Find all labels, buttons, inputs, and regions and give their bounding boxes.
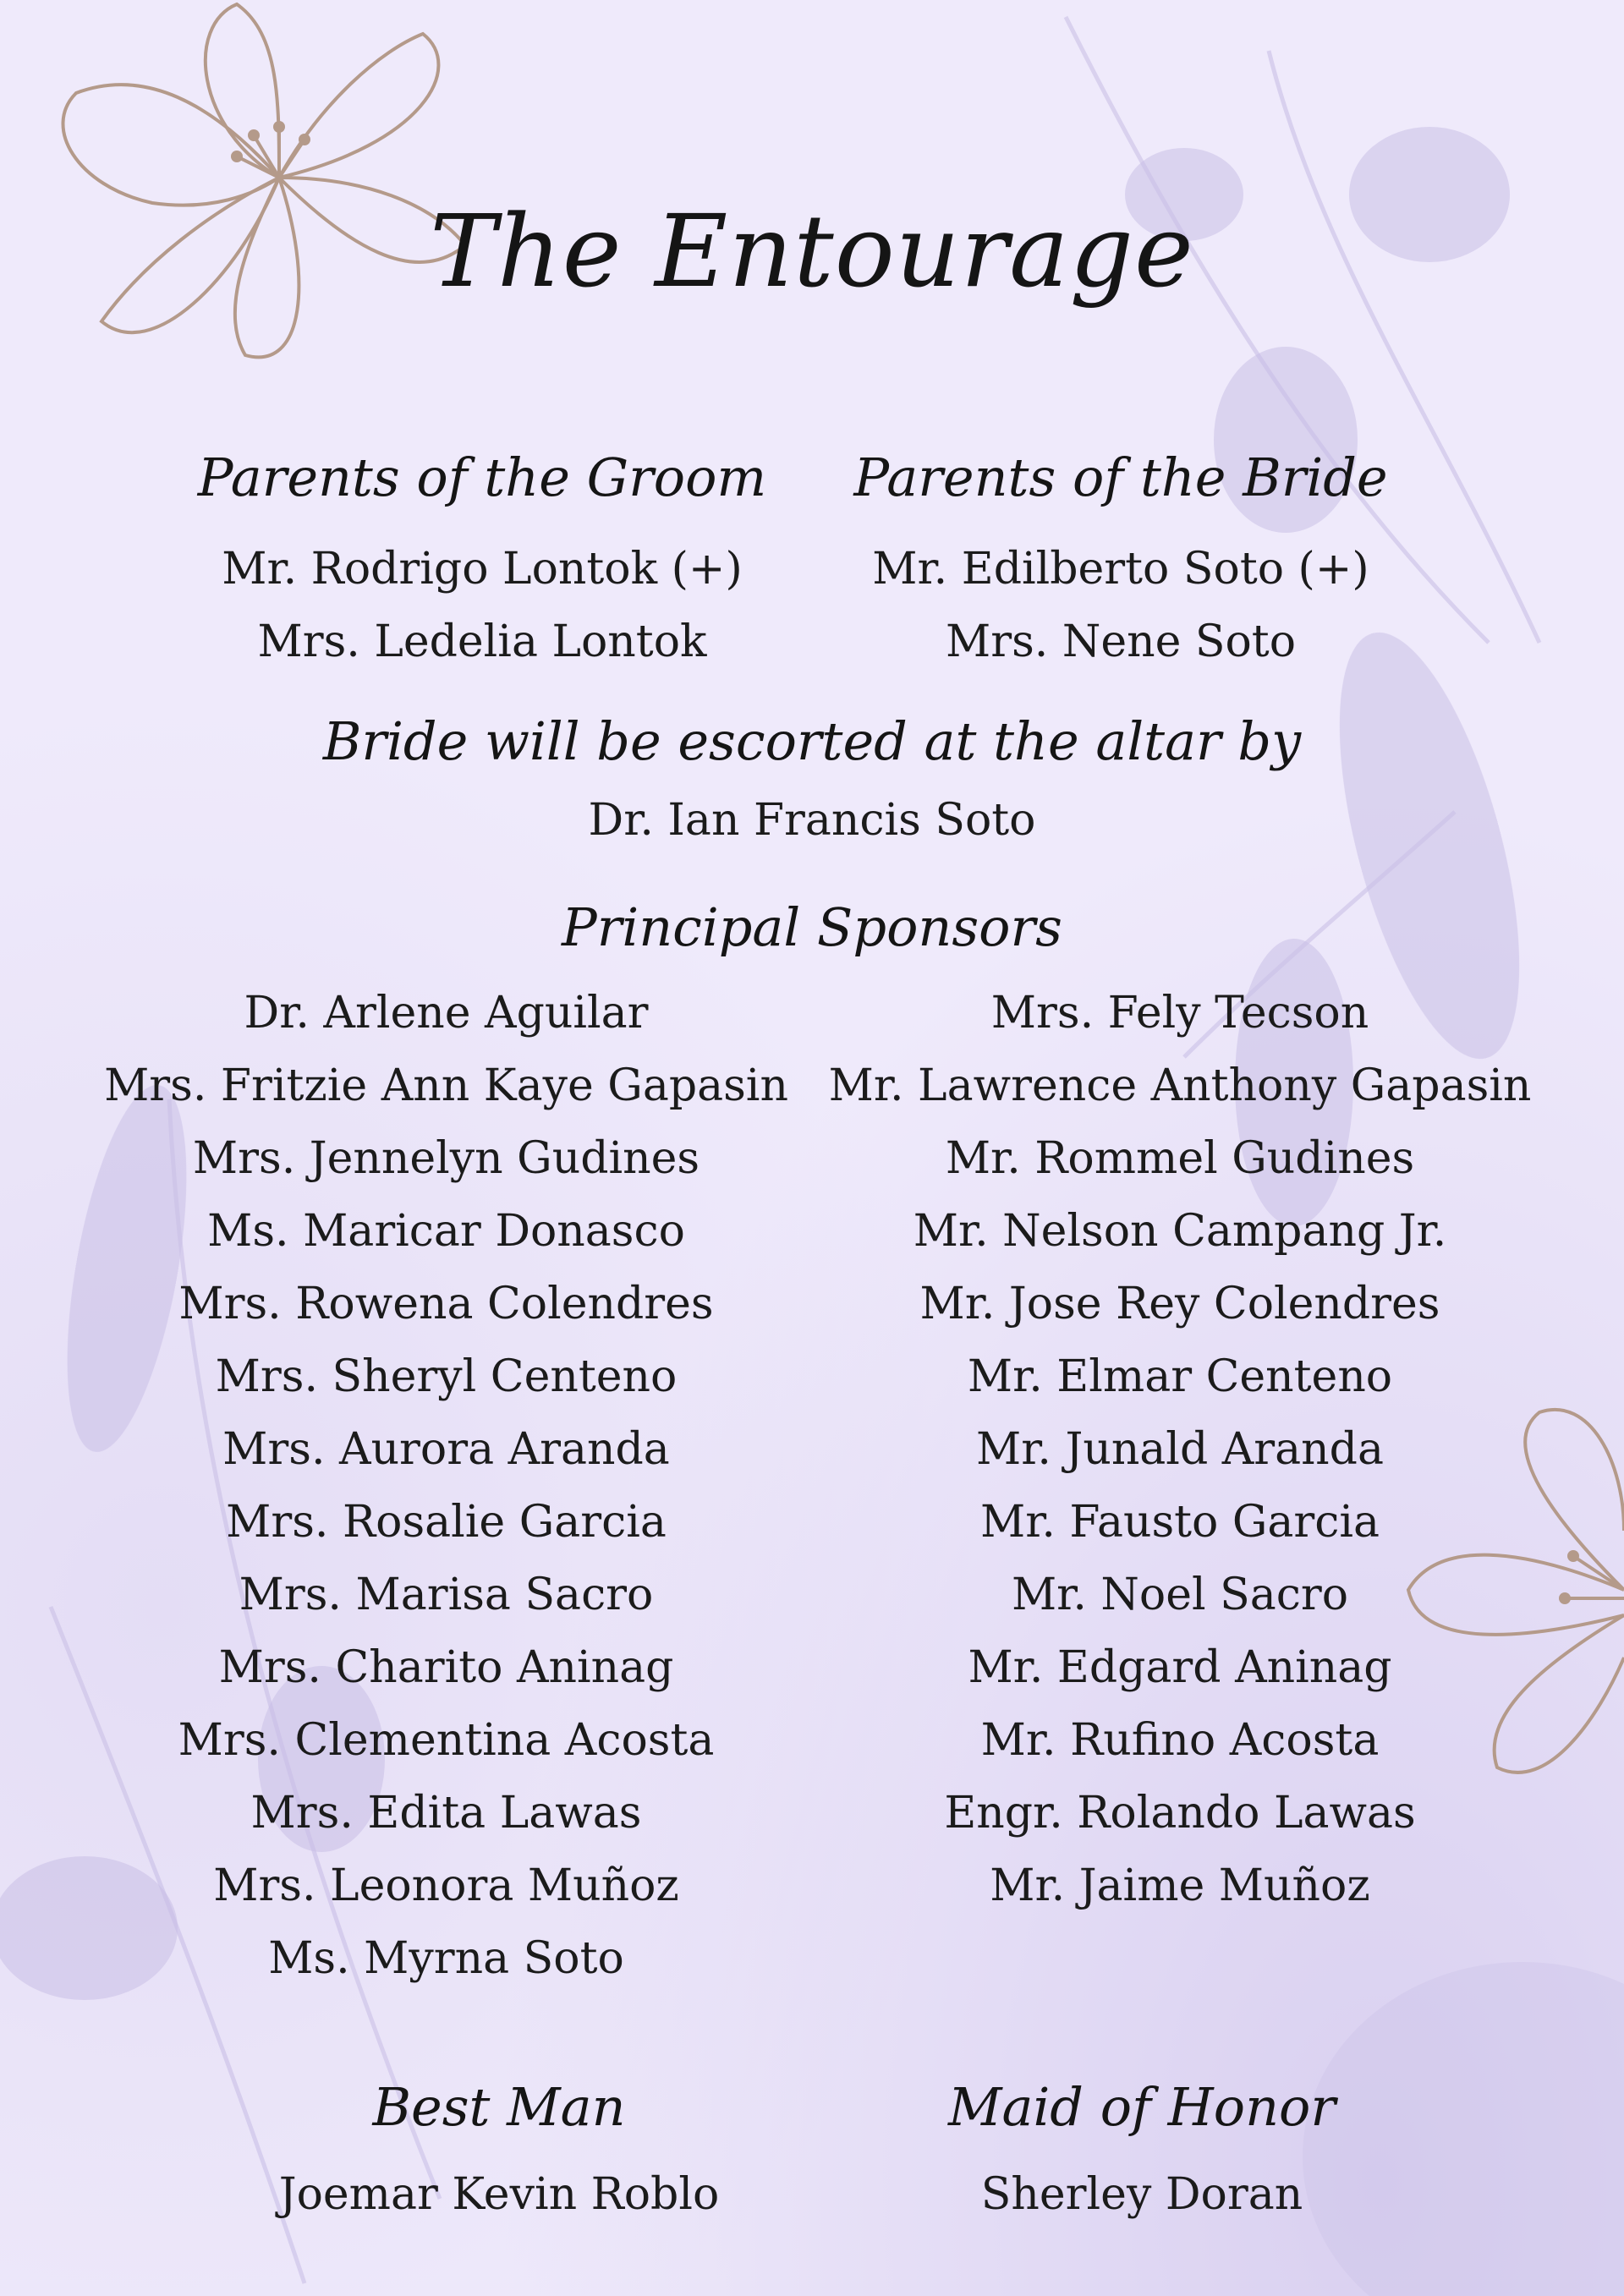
list-item: Ms. Myrna Soto	[268, 1933, 624, 1984]
list-item: Mrs. Rowena Colendres	[178, 1279, 714, 1329]
list-item: Mrs. Rosalie Garcia	[226, 1497, 667, 1548]
best-man-name: Joemar Kevin Roblo	[278, 2169, 720, 2220]
escort-name: Dr. Ian Francis Soto	[588, 795, 1036, 846]
sponsors-right-column	[812, 977, 1548, 1922]
maid-of-honor-heading: Maid of Honor	[948, 2076, 1336, 2138]
bride-mother-name: Mrs. Nene Soto	[945, 616, 1297, 667]
list-item: Mrs. Sheryl Centeno	[215, 1351, 678, 1402]
list-item: Mrs. Fely Tecson	[990, 988, 1369, 1038]
list-item: Mr. Lawrence Anthony Gapasin	[828, 1060, 1532, 1111]
page-title: The Entourage	[430, 193, 1194, 310]
escort-heading: Bride will be escorted at the altar by	[322, 710, 1302, 772]
list-item: Mrs. Edita Lawas	[250, 1788, 642, 1838]
list-item: Mr. Edgard Aninag	[968, 1642, 1392, 1693]
list-item: Mr. Nelson Campang Jr.	[913, 1206, 1447, 1257]
list-item: Mr. Junald Aranda	[976, 1424, 1384, 1475]
list-item: Mr. Rommel Gudines	[945, 1133, 1415, 1184]
list-item: Mrs. Aurora Aranda	[222, 1424, 670, 1475]
list-item: Dr. Arlene Aguilar	[244, 988, 649, 1038]
list-item: Mrs. Marisa Sacro	[239, 1570, 654, 1620]
best-man-heading: Best Man	[372, 2076, 626, 2138]
list-item: Mr. Jaime Muñoz	[990, 1860, 1370, 1911]
list-item: Mrs. Jennelyn Gudines	[192, 1133, 700, 1184]
bride-father-name: Mr. Edilberto Soto (+)	[872, 544, 1369, 595]
list-item: Mr. Rufino Acosta	[980, 1715, 1380, 1766]
maid-of-honor-name: Sherley Doran	[980, 2169, 1303, 2220]
list-item: Ms. Maricar Donasco	[207, 1206, 685, 1257]
parents-groom-heading: Parents of the Groom	[197, 447, 767, 508]
sponsors-left-column	[80, 977, 812, 1995]
list-item: Mrs. Leonora Muñoz	[213, 1860, 679, 1911]
list-item: Mrs. Clementina Acosta	[178, 1715, 715, 1766]
groom-mother-name: Mrs. Ledelia Lontok	[257, 616, 707, 667]
list-item: Mr. Noel Sacro	[1011, 1570, 1349, 1620]
list-item: Mr. Jose Rey Colendres	[919, 1279, 1440, 1329]
groom-father-name: Mr. Rodrigo Lontok (+)	[222, 544, 743, 595]
list-item: Engr. Rolando Lawas	[944, 1788, 1416, 1838]
list-item: Mrs. Fritzie Ann Kaye Gapasin	[104, 1060, 788, 1111]
list-item: Mrs. Charito Aninag	[218, 1642, 674, 1693]
list-item: Mr. Fausto Garcia	[979, 1497, 1380, 1548]
principal-sponsors-heading: Principal Sponsors	[562, 896, 1062, 958]
parents-bride-heading: Parents of the Bride	[853, 447, 1388, 508]
list-item: Mr. Elmar Centeno	[967, 1351, 1393, 1402]
